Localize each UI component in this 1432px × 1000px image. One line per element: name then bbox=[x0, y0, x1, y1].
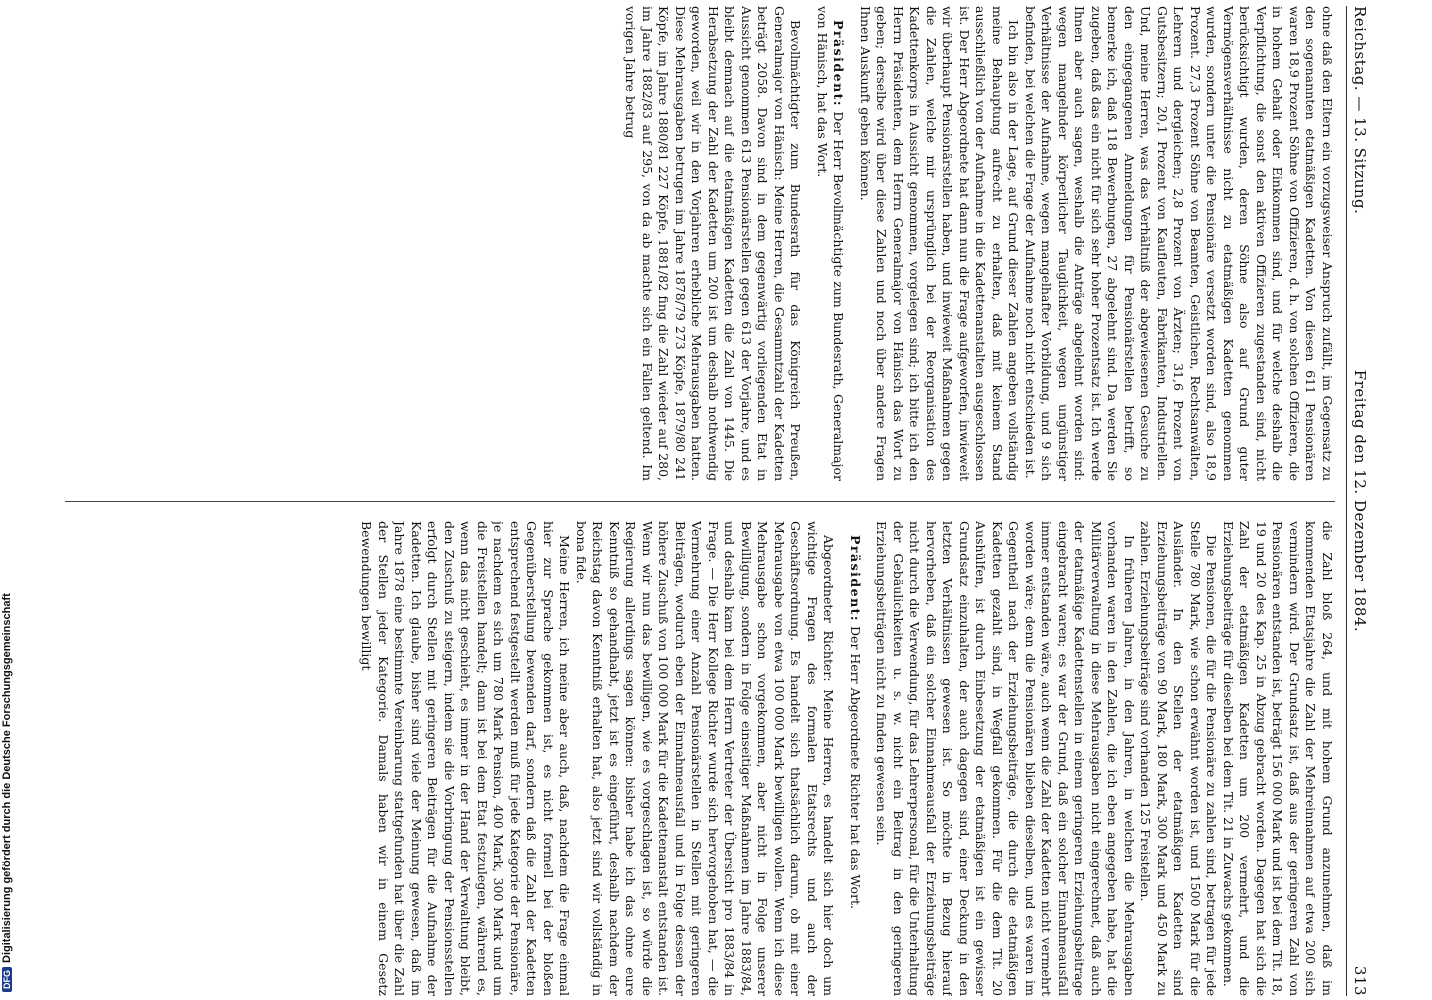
right-column bbox=[50, 521, 1335, 996]
body-paragraph: Ich bin also in der Lage, auf Grund dieser Zahlen angeben vollständig meine Behauptung aufrecht zu erhalten, daß mit keinem Stand ausschließlich von der Aufnahme in die Kadettenanstalten ausgeschlossen ist. Der Herr Abgeordnete hat dann nun die Frage aufgeworfen, inwieweit wir überhaupt Pensionärstellen haben, und inwieweit Maßnahmen gegen die Zahlen, welche mir ursprünglich bei der Reorganisation des Kadettenkorps in Aussicht genommen, vorgelegen sind; ich bitte ich den Herrn Präsidenten, dem Herrn Generalmajor von Hänisch das Wort zu geben; derselbe wird über diese Zahlen und noch über andere Fragen Ihnen Auskunft geben können. bbox=[858, 6, 1022, 481]
running-head bbox=[1345, 6, 1375, 996]
speaker-name: Präsident: bbox=[848, 535, 863, 623]
speaker-text: Der Herr Bevollmächtigte zum Bundesrath, Generalmajor von Hänisch, hat das Wort. bbox=[815, 6, 847, 481]
left-column bbox=[50, 6, 1335, 481]
rotated-document bbox=[40, 6, 1375, 996]
dfg-logo: DFG bbox=[2, 967, 12, 992]
attribution-label: Digitalisierung gefördert durch die Deutsche Forschungsgemeinschaft bbox=[1, 593, 13, 963]
body-paragraph: Abgeordneter Richter: Meine Herren, es handelt sich hier doch um wichtige Fragen des formalen Etatsrechts und auch der Geschäftsordnung. Es handelt sich thatsächlich darum, ob mit einer Mehrausgabe von etwa 100 000 Mark bewilligen wollen. Wenn ich diese Mehrausgabe schon vorgekommen, aber nicht in Folge unserer Bewilligung, sondern in Folge einseitiger Maßnahmen im Jahre 1883/84, und deshalb kam bei dem Herrn Vertreter der Übersicht pro 1883/84 in Frage. — Die Herr Kollege Richter wurde sich hervorgehoben hat, — die Vermehrung einer Anzahl Pensionärstellen in Stellen mit geringeren Beiträgen, wodurch eben der Einnahmeausfall und in Folge dessen der höhere Zuschuß von 100 000 Mark für die Kadettenanstalt entstanden ist. Wenn wir nun das bewilligen, wie es vorgeschlagen ist, so würde die Regierung allerdings sagen können: bisher habe ich das ohne eure Kenntniß so gehandhabt, jetzt ist es eingeführt, deshalb nachdem der Reichstag davon Kenntniß erhalten hat, also jetzt sind wir vollständig in bona fide. bbox=[574, 521, 837, 996]
body-paragraph: die Zahl bloß 264, und mit hohem Grund anzunehmen, daß im kommenden Etatsjahre die Zahl der Mehreinnahmen auf etwa 200 sich vermindern wird. Der Grundsatz ist, daß aus der geringeren Zahl von Pensionären entstanden ist, beträgt 156 000 Mark und ist bei dem Tit. 18, 19 und 20 des Kap. 25 in Abzug gebracht worden. Dagegen hat sich die Zahl der etatmäßigen Kadetten um 200 vermehrt, und die Erziehungsbeiträge für dieselben bei dem Tit. 21 in Zuwachs gekommen. bbox=[1221, 521, 1335, 996]
page-number: 313 bbox=[1351, 965, 1369, 996]
session-date: Freitag den 12. Dezember 1884. bbox=[1351, 369, 1369, 633]
body-paragraph: Meine Herren, ich meine aber auch, daß, nachdem die Frage einmal hier zur Sprache gekommen ist, es nicht formell bei der bloßen Gegenüberstellung bewenden darf, sondern daß die Zahl der Kadetten entsprechend festgestellt werden muß für jede Kategorie der Pensionäre, je nachdem es sich um 780 Mark Pension, 400 Mark, 300 Mark und um die Freistellen handelt; dann ist bei dem Etat festzulegen, während es, wenn das nicht geschieht, es immer in der Hand der Verwaltung bleibt, den Zuschuß zu steigern, indem sie die Vorbringung der Pensionsstellen erfolgt durch Stellen mit geringeren Beiträgen für die Aufnahme der Kadetten. Ich glaube, bisher sind viele der Meinung gewesen, daß im Jahre 1878 eine bestimmte Vereinbarung stattgefunden hat über die Zahl der Stellen jeder Kategorie. Damals haben wir in einem Gesetz Bewendungen bewilligt bbox=[359, 521, 573, 996]
body-paragraph: ohne daß den Eltern ein vorzugsweiser Anspruch zufällt, im Gegensatz zu den sogenannten etatmäßigen Kadetten. Von diesen 611 Pensionären waren 18,9 Prozent Söhne von Offizieren, d. h. von solchen Offizieren, die in hohem Gehalt oder Einkommen sind, und für welche deshalb die Verpflichtung, die sonst den aktiven Offizieren zugestanden sind, nicht berücksichtigt wurden, deren Söhne also auf Grund guter Vermögensverhältnisse nicht zu etatmäßigen Kadetten genommen wurden, sondern unter die Pensionäre versetzt worden sind, also 18,9 Prozent. 27,3 Prozent Söhne von Beamten, Geistlichen, Rechtsanwälten, Lehrern und dergleichen; 2,8 Prozent von Ärzten; 31,6 Prozent von Gutsbesitzern; 20,1 Prozent von Kaufleuten, Fabrikanten, Industriellen. Und, meine Herren, was das Verhältniß der abgewiesenen Gesuche zu den eingegangenen Anmeldungen für Pensionärstellen betrifft, so bemerke ich, daß 118 Bewerbungen, 27 abgelehnt sind. Da werden Sie zugeben, daß das ein nicht für sich sehr hoher Prozentsatz ist. Ich werde Ihnen aber auch sagen, weshalb die Anträge abgelehnt worden sind: wegen mangelnder körperlicher Tauglichkeit, wegen ungünstiger Verhältnisse der Aufnahme, wegen mangelhafter Vorbildung, und 9 sich befinden, bei welchen die Frage der Aufnahme noch nicht entschieden ist. bbox=[1023, 6, 1335, 481]
attribution-strip bbox=[0, 0, 14, 1000]
header-rule bbox=[1346, 6, 1347, 996]
speaker-paragraph bbox=[847, 521, 864, 996]
body-paragraph: Bevollmächtigter zum Bundesrath für das Königreich Preußen, Generalmajor von Hänisch: Meine Herren, die Gesammtzahl der Kadetten beträgt 2058. Davon sind in dem gegenwärtig vorliegenden Etat in Aussicht genommen 613 Pensionärstellen gegen 613 der Vorjahre, und es bleibt demnach auf die etatmäßigen Kadetten die Zahl von 1445. Die Herabsetzung der Zahl der Kadetten um 200 ist um deshalb nothwendig geworden, weil wir in den Vorjahren erhebliche Mehrausgaben hatten. Diese Mehrausgaben betrugen im Jahre 1878/79 273 Köpfe, 1879/80 241 Köpfe, im Jahre 1880/81 227 Köpfe, 1881/82 fing die Zahl wieder auf 280, im Jahre 1882/83 auf 295, von da ab machte sich ein Fallen geltend. Im vorigen Jahre betrug bbox=[623, 6, 804, 481]
column-divider bbox=[65, 501, 1335, 502]
attribution-text bbox=[1, 593, 13, 992]
speaker-name: Präsident: bbox=[831, 20, 847, 108]
session-title: Reichstag. — 13. Sitzung. bbox=[1351, 6, 1369, 215]
body-paragraph: In früheren Jahren, in den Jahren, in welchen die Mehrausgaben vorhanden waren in den Zahlen, die ich eben angegeben habe, hat die Militärverwaltung in diese Mehrausgaben nicht eingerechnet, daß auch der etatmäßige Kadettenstellen in einem geringeren Erziehungsbeitrage eingebracht waren; es war der Grund, daß ein solcher Einnahmeausfall immer entstanden wäre, auch wenn die Zahl der Kadetten nicht vermehrt worden wäre; denn die Pensionären blieben dieselben, und es waren im Gegentheil nach der Erziehungsbeiträge, die durch die etatmäßigen Kadetten gezahlt sind, in Wegfall gekommen. Für die dem Tit. 20 Aushülfen, ist durch Einbesetzung der etatmäßigen ist ein gewisser Grundsatz einzuhalten, der auch dagegen sind, einer Deckung in den letzten Verhältnissen gewesen ist. So möchte in Bezug hierauf hervorheben, daß ein solcher Einnahmeausfall der Erziehungsbeiträge nicht durch die Verwendung, für das Lehrerpersonal, für die Unterhaltung der Gebäulichkeiten u. s. w. nicht ein Beitrag in den geringeren Erziehungsbeiträgen nicht zu finden gewesen sein. bbox=[874, 521, 1137, 996]
speaker-text: Der Herr Abgeordnete Richter hat das Wort. bbox=[848, 622, 863, 910]
body-paragraph: Die Pensionen, die für die Pensionäre zu zahlen sind, betragen für jede Stelle 780 Mark, wie schon erwähnt worden ist, und 1500 Mark für die Ausländer. In den Stellen der etatmäßigen Kadetten sind Erziehungsbeiträge von 90 Mark, 180 Mark, 300 Mark und 450 Mark zu zahlen. Erziehungsbeiträge sind vorhanden 125 Freistellen. bbox=[1138, 521, 1220, 996]
speaker-paragraph bbox=[814, 6, 847, 481]
